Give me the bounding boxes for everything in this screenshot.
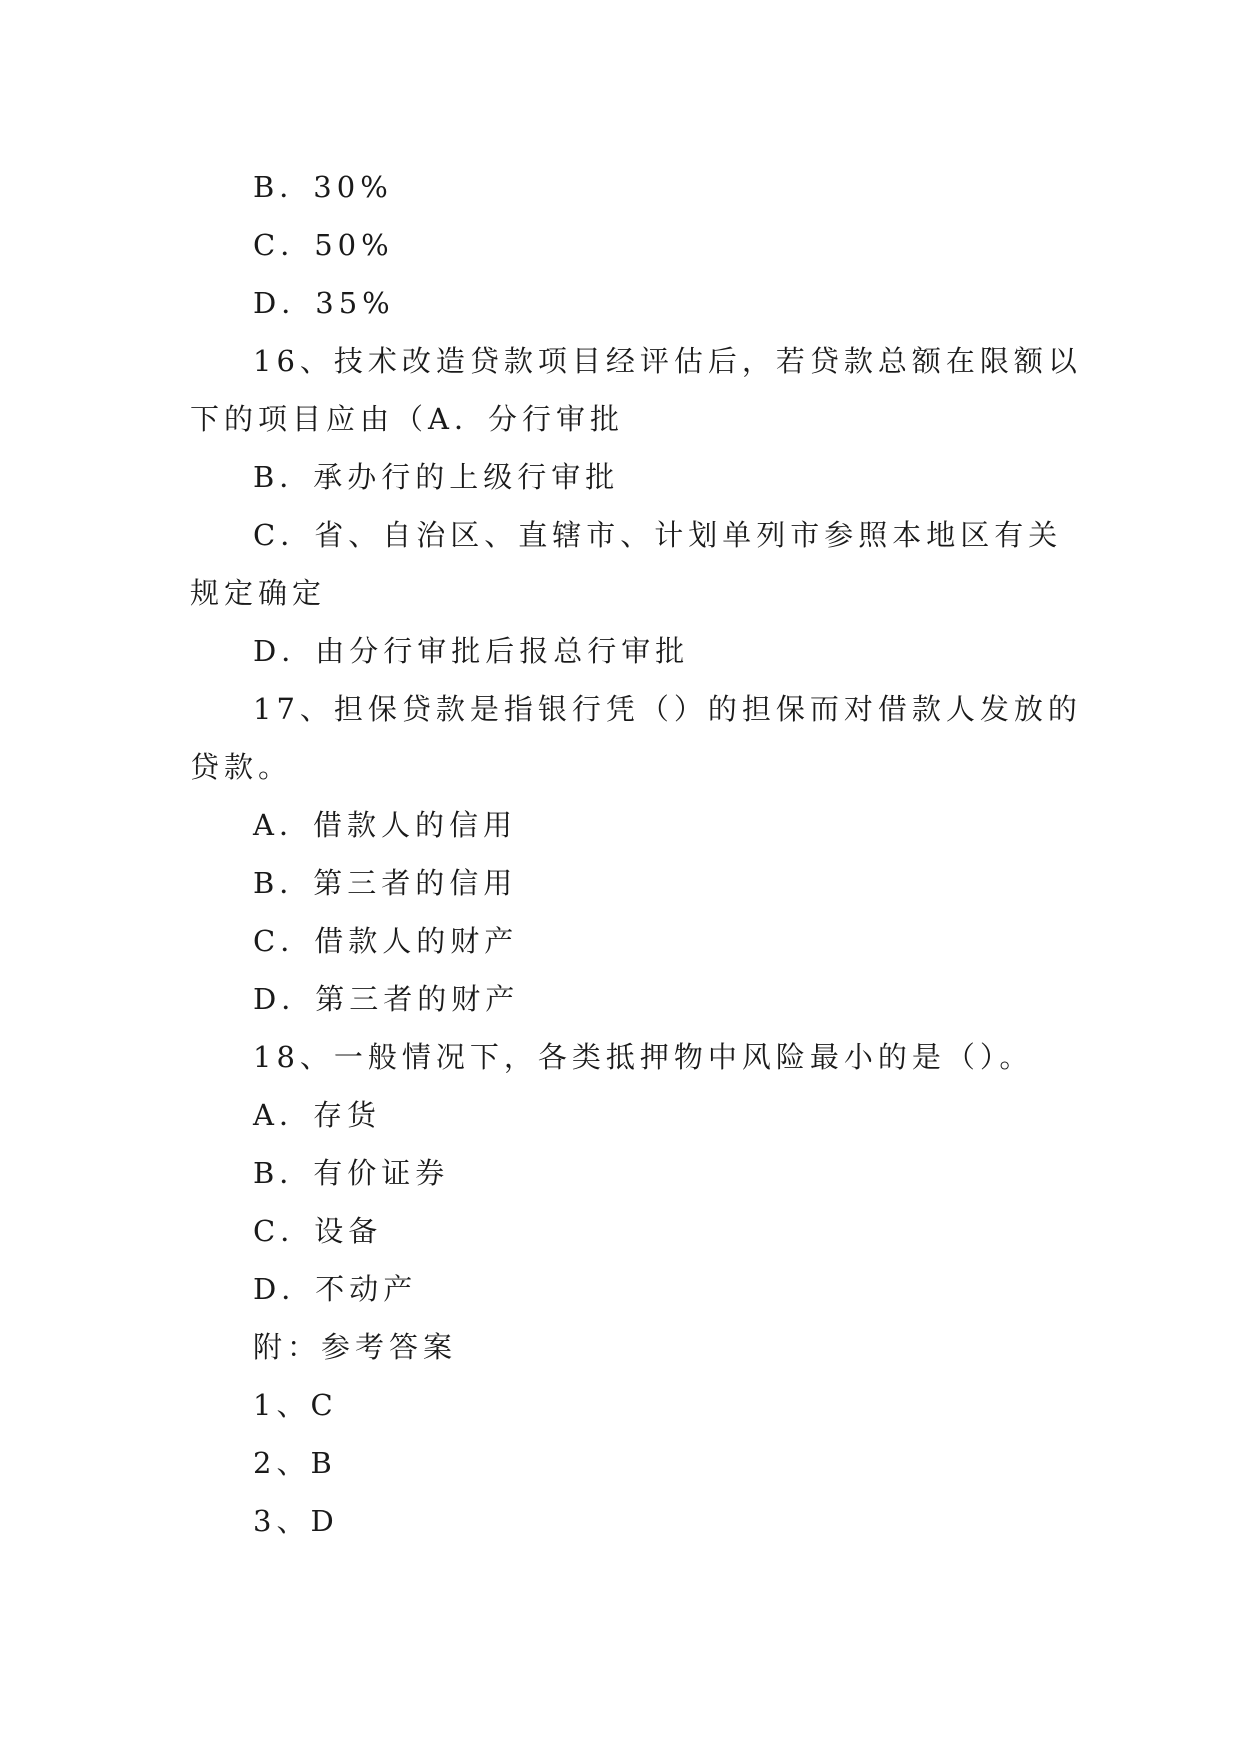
question-16-line-2: 下的项目应由（A．分行审批: [190, 402, 624, 436]
answer-key-heading: 附：参考答案: [253, 1330, 458, 1364]
option-line: A．存货: [253, 1098, 381, 1132]
option-line: D．不动产: [253, 1272, 418, 1306]
option-line: C．50%: [253, 228, 394, 262]
option-line-continuation: 规定确定: [190, 576, 327, 610]
option-line: D．第三者的财产: [253, 982, 520, 1016]
option-line: B．30%: [253, 170, 393, 204]
option-line: A．借款人的信用: [253, 808, 517, 842]
option-line: B．第三者的信用: [253, 866, 518, 900]
document-body: [190, 158, 1082, 1550]
question-17-line-1: 17、担保贷款是指银行凭（）的担保而对借款人发放的: [253, 692, 1082, 726]
option-line: C．设备: [253, 1214, 383, 1248]
option-line: B．承办行的上级行审批: [253, 460, 620, 494]
option-line: C．借款人的财产: [253, 924, 519, 958]
question-17-line-2: 贷款。: [190, 750, 293, 784]
answer-line: 1、C: [253, 1388, 338, 1422]
question-16-line-1: 16、技术改造贷款项目经评估后，若贷款总额在限额以: [253, 344, 1082, 378]
answer-line: 3、D: [253, 1504, 339, 1538]
option-line: D．由分行审批后报总行审批: [253, 634, 690, 668]
option-line: B．有价证券: [253, 1156, 450, 1190]
question-18-line: 18、一般情况下，各类抵押物中风险最小的是（）。: [253, 1040, 1034, 1074]
answer-line: 2、B: [253, 1446, 337, 1480]
option-line: D．35%: [253, 286, 395, 320]
option-line: C．省、自治区、直辖市、计划单列市参照本地区有关: [253, 518, 1063, 552]
